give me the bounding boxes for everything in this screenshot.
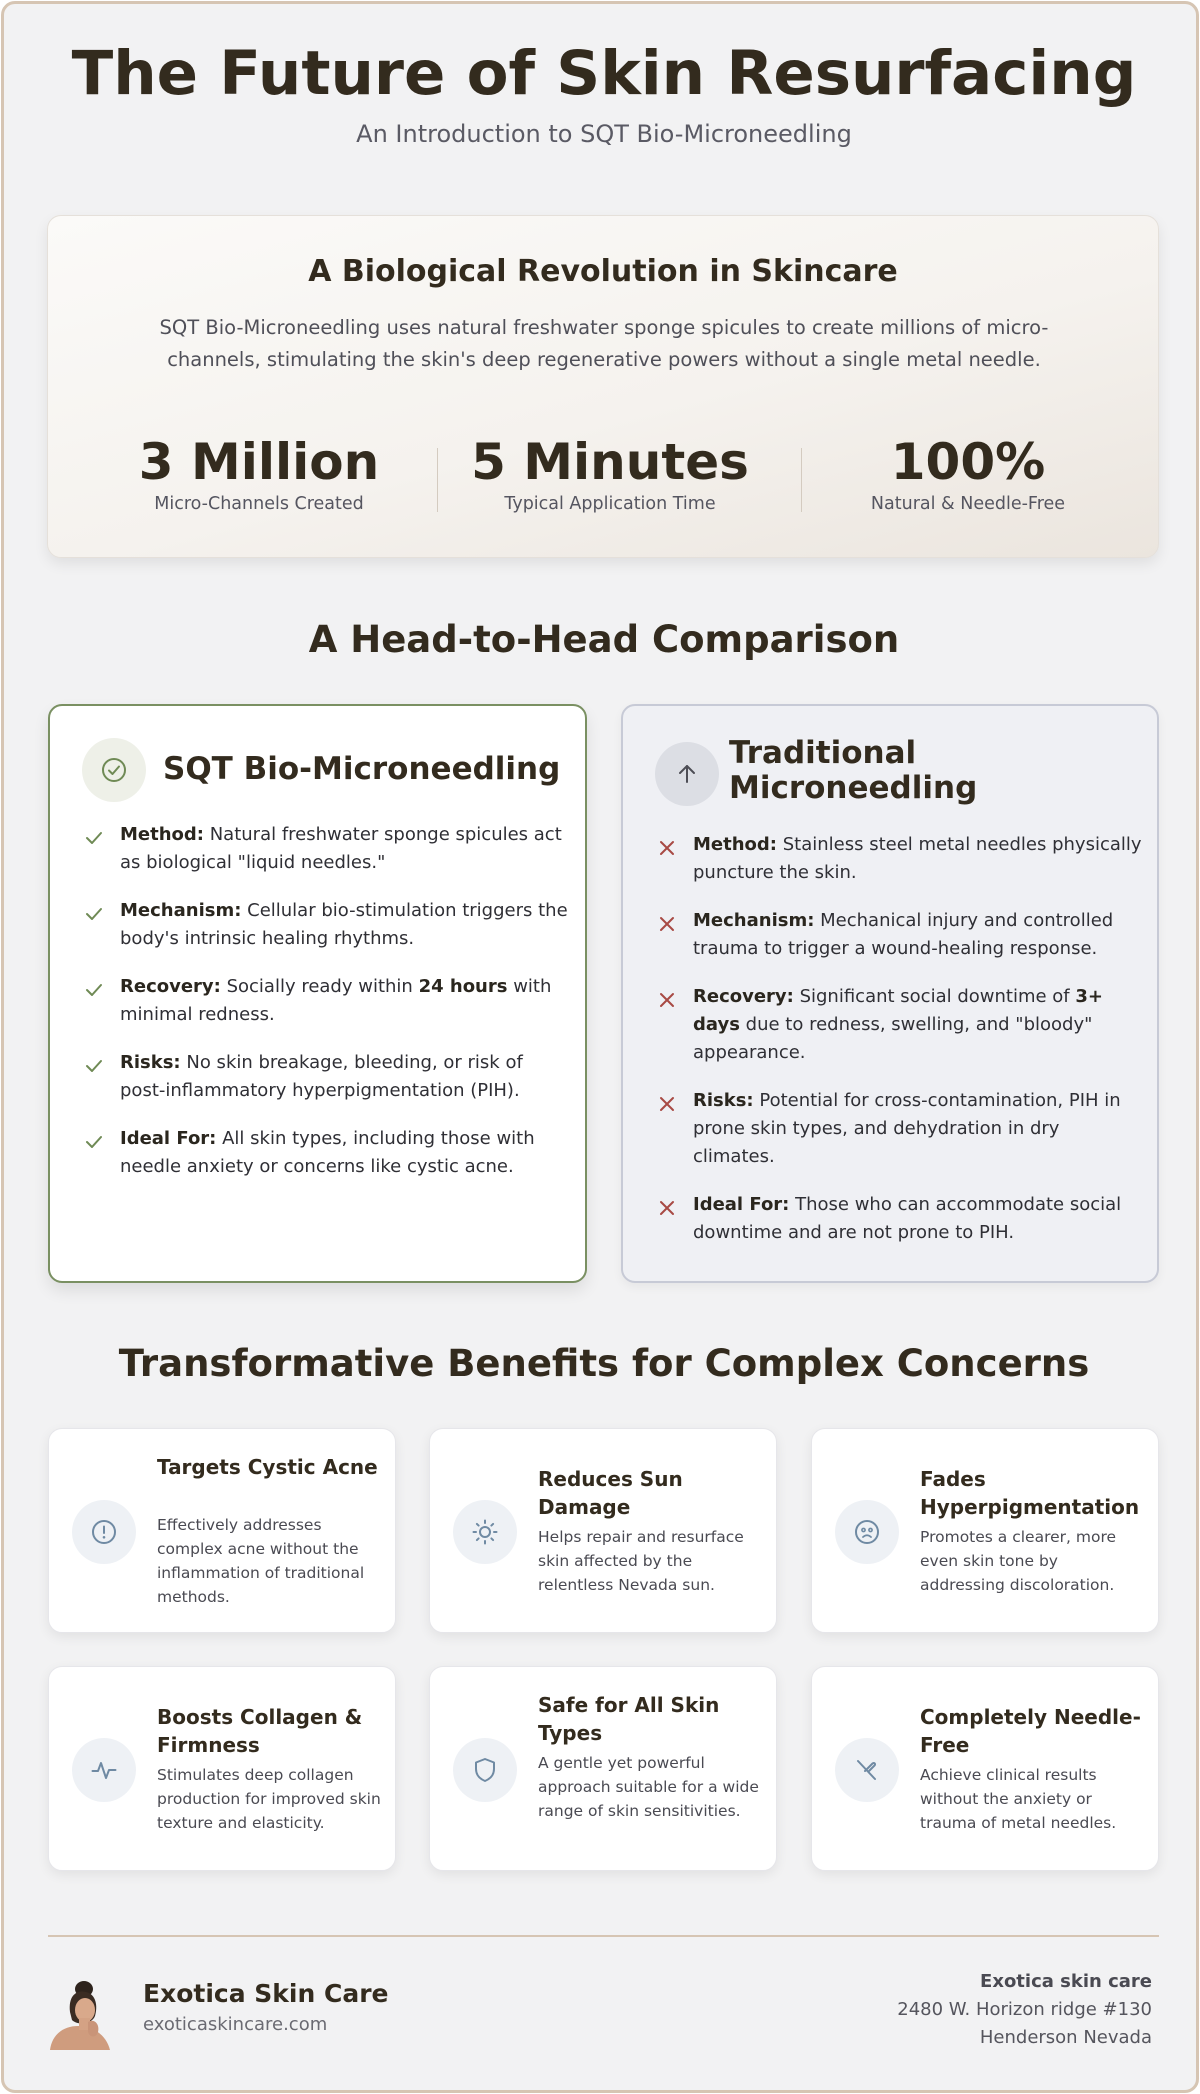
check-icon <box>84 904 104 924</box>
benefit-description: Promotes a clearer, more even skin tone by addressing discoloration. <box>920 1528 1117 1594</box>
sun-icon <box>453 1500 517 1564</box>
sqt-card: SQT Bio-Microneedling Method: Natural freshwater sponge spicules act as biological "liquid needles." Mechanism: Cellular bio-stimulation triggers the body's intrinsic healing rhythms. Recovery: Socially ready within 24 hours with minimal redness. Risks: No skin breakage, bleeding, or risk of post-inflammatory hyperpigmentation (PIH). Ideal For: All skin types, including those with needle anxiety or concerns like cystic acne. <box>48 704 587 1283</box>
footer-divider <box>48 1935 1159 1937</box>
address-line2: Henderson Nevada <box>979 2027 1152 2048</box>
stat-value: 3 Million <box>138 433 380 491</box>
needle-off-icon <box>835 1738 899 1802</box>
check-icon <box>84 828 104 848</box>
benefit-description: A gentle yet powerful approach suitable for a wide range of skin sensitivities. <box>538 1754 759 1820</box>
hero-description: SQT Bio-Microneedling uses natural freshwater sponge spicules to create millions of micro-channels, stimulating the skin's deep regenerative powers without a single metal needle. <box>159 316 1049 371</box>
benefit-title: Fades Hyperpigmentation <box>920 1467 1140 1519</box>
comparison-heading: A Head-to-Head Comparison <box>308 618 900 661</box>
benefit-card-hyperpigmentation <box>811 1428 1159 1633</box>
traditional-title: Traditional Microneedling <box>729 735 978 806</box>
check-icon <box>84 1056 104 1076</box>
shield-icon <box>453 1738 517 1802</box>
benefits-heading: Transformative Benefits for Complex Concerns <box>118 1342 1090 1385</box>
benefit-description: Achieve clinical results without the anxiety or trauma of metal needles. <box>920 1766 1117 1832</box>
check-icon <box>84 980 104 1000</box>
benefit-title: Safe for All Skin Types <box>538 1693 720 1745</box>
benefit-description: Effectively addresses complex acne without the inflammation of traditional methods. <box>157 1516 365 1606</box>
stat-divider <box>801 448 802 512</box>
stat-label: Natural & Needle-Free <box>870 494 1066 514</box>
x-icon <box>657 990 677 1010</box>
stat-value: 5 Minutes <box>471 433 749 491</box>
benefit-title: Reduces Sun Damage <box>538 1467 683 1519</box>
x-icon <box>657 1094 677 1114</box>
address-name: Exotica skin care <box>980 1971 1152 1992</box>
check-icon <box>84 1132 104 1152</box>
arrow-up-icon <box>655 742 719 806</box>
avatar <box>48 1972 118 2050</box>
address-line1: 2480 W. Horizon ridge #130 <box>897 1999 1152 2020</box>
stat-label: Micro-Channels Created <box>154 494 364 514</box>
stat-application-time <box>460 432 760 514</box>
benefit-description: Helps repair and resurface skin affected by the relentless Nevada sun. <box>538 1528 744 1594</box>
traditional-card: Traditional Microneedling Method: Stainless steel metal needles physically puncture the skin. Mechanism: Mechanical injury and controlled trauma to trigger a wound-healing response. Recovery: Significant social downtime of 3+ days due to redness, swelling, and "bloody" appearance. Risks: Potential for cross-contamination, PIH in prone skin types, and dehydration in dry climates. Ideal For: Those who can accommodate social downtime and are not prone to PIH. <box>621 704 1159 1283</box>
benefit-description: Stimulates deep collagen production for improved skin texture and elasticity. <box>157 1766 381 1832</box>
sqt-title: SQT Bio-Microneedling <box>163 751 561 787</box>
check-circle-icon <box>82 738 146 802</box>
benefit-card-sun-damage <box>429 1428 777 1633</box>
benefit-title: Targets Cystic Acne <box>157 1455 378 1479</box>
hero-card <box>47 215 1159 558</box>
page-title: The Future of Skin Resurfacing <box>71 38 1137 109</box>
alert-circle-icon <box>72 1500 136 1564</box>
benefit-card-cystic-acne <box>48 1428 396 1633</box>
benefit-title: Boosts Collagen & Firmness <box>157 1705 363 1757</box>
stat-value: 100% <box>890 433 1046 491</box>
page-subtitle: An Introduction to SQT Bio-Microneedling <box>356 120 852 148</box>
face-icon <box>835 1500 899 1564</box>
hero-heading: A Biological Revolution in Skincare <box>308 254 898 289</box>
x-icon <box>657 914 677 934</box>
page-frame <box>1 1 1199 2093</box>
benefit-card-safe-skin-types <box>429 1666 777 1871</box>
benefit-card-needle-free <box>811 1666 1159 1871</box>
footer-address <box>897 1968 1152 2052</box>
x-icon <box>657 1198 677 1218</box>
footer-website[interactable]: exoticaskincare.com <box>143 2014 328 2035</box>
x-icon <box>657 838 677 858</box>
stat-label: Typical Application Time <box>504 494 716 514</box>
stat-natural <box>828 432 1108 514</box>
benefit-card-collagen <box>48 1666 396 1871</box>
footer-brand: Exotica Skin Care <box>143 1979 389 2008</box>
pulse-icon <box>72 1738 136 1802</box>
stat-micro-channels <box>114 432 404 514</box>
benefit-title: Completely Needle-Free <box>920 1705 1141 1757</box>
stat-divider <box>437 448 438 512</box>
